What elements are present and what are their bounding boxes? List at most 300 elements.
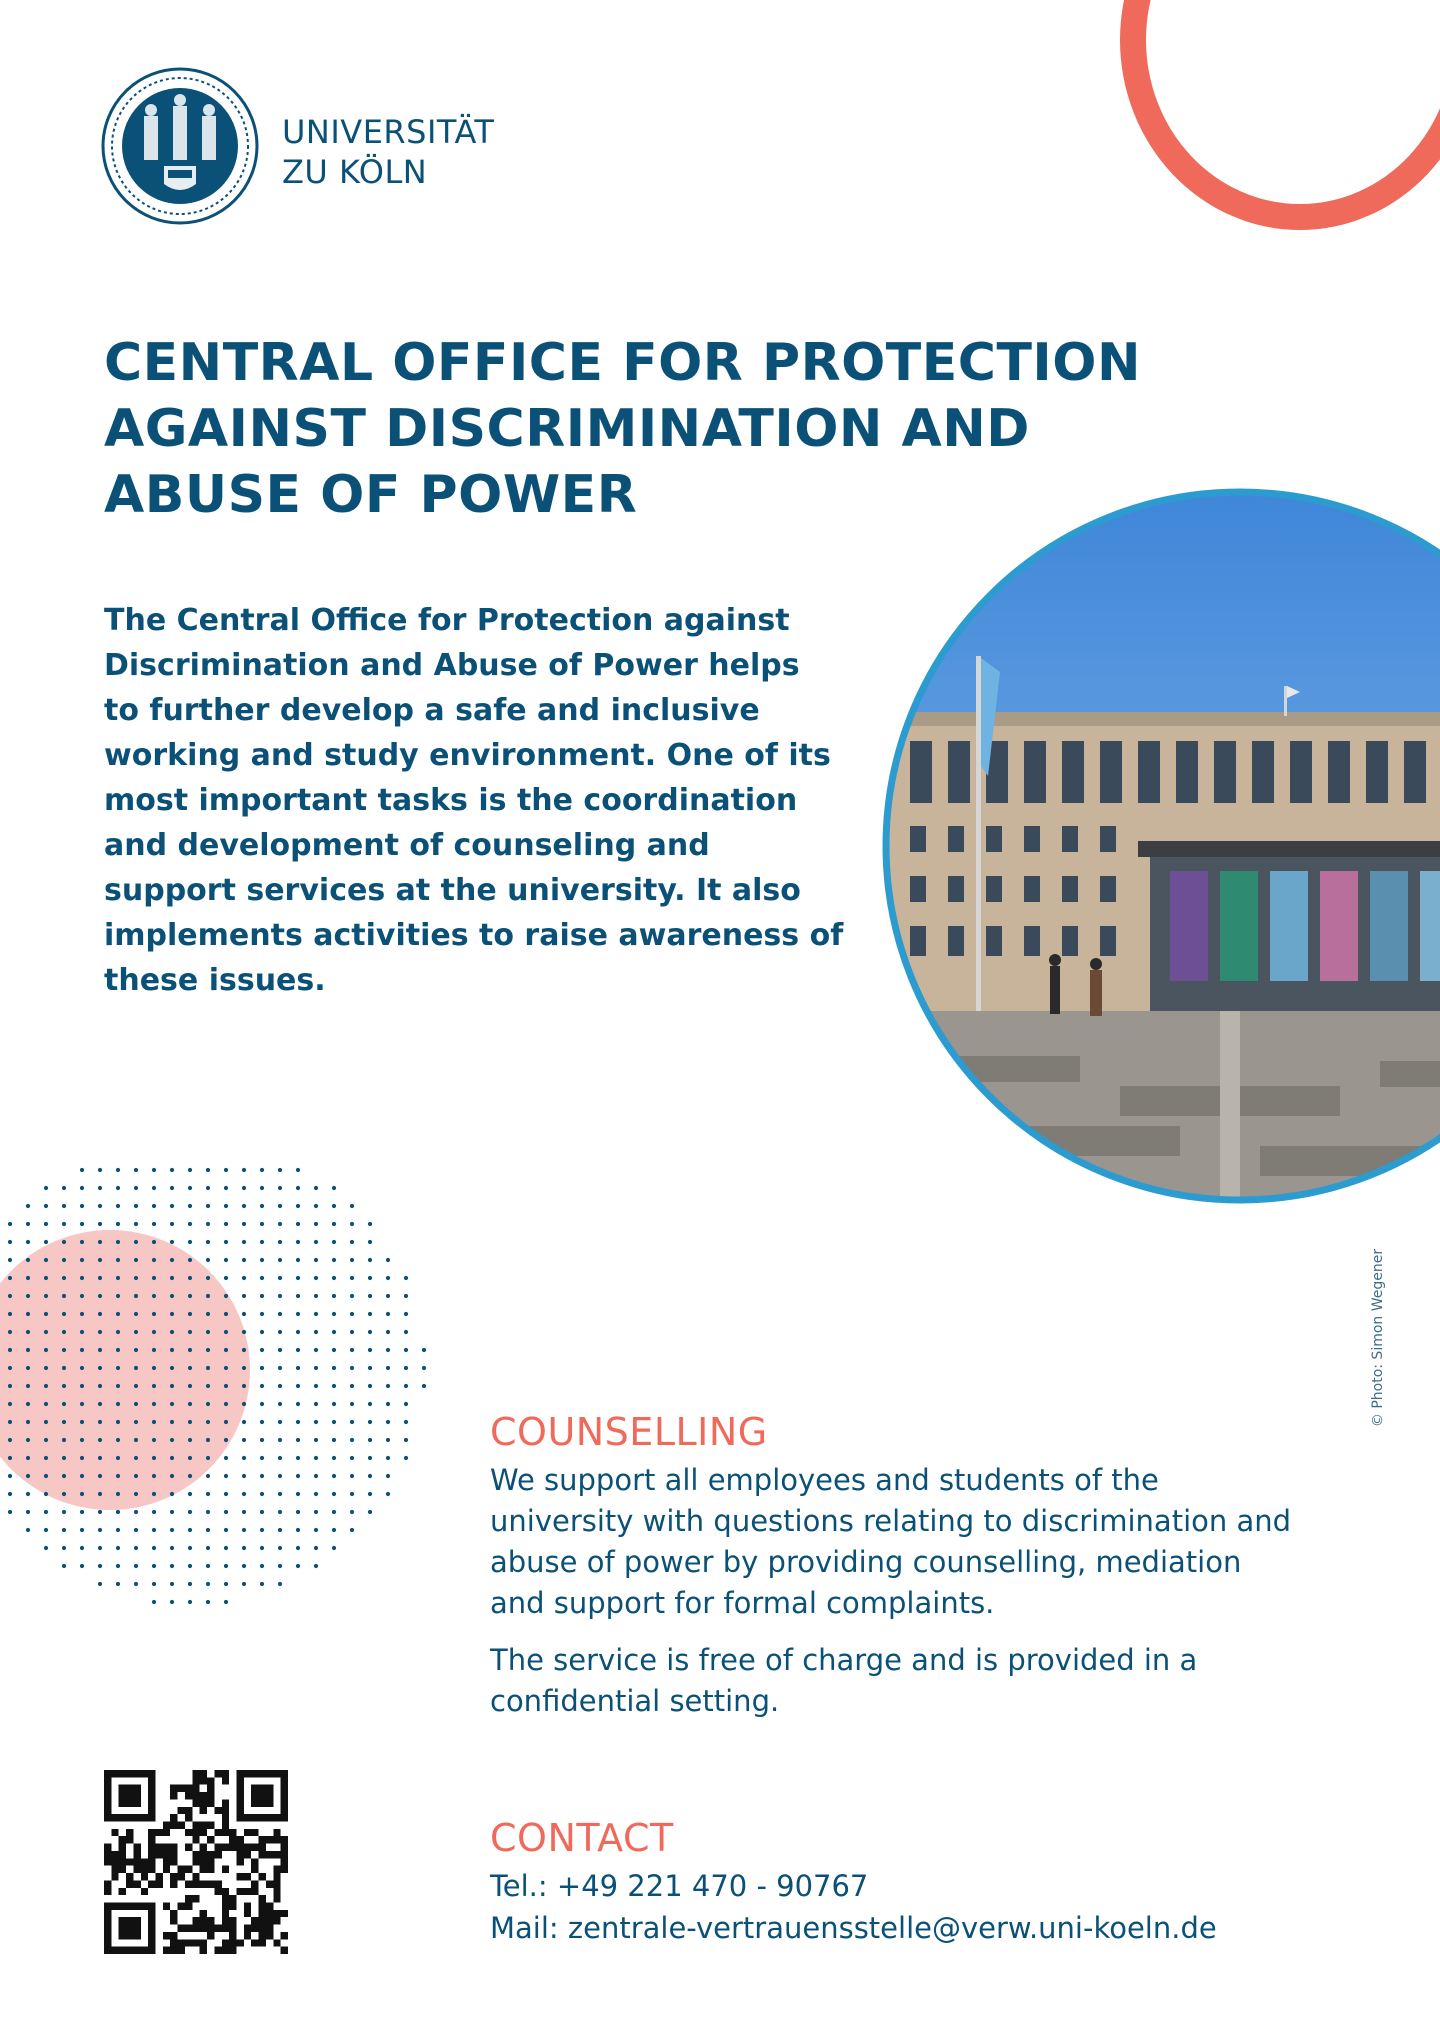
decorative-dot bbox=[368, 1330, 372, 1334]
decorative-dot bbox=[26, 1312, 30, 1316]
decorative-dot bbox=[80, 1528, 84, 1532]
decorative-dot bbox=[26, 1276, 30, 1280]
decorative-dot bbox=[116, 1330, 120, 1334]
decorative-dot bbox=[62, 1294, 66, 1298]
decorative-dot bbox=[278, 1276, 282, 1280]
decorative-dot bbox=[62, 1258, 66, 1262]
decorative-dot bbox=[260, 1240, 264, 1244]
decorative-dot bbox=[242, 1330, 246, 1334]
decorative-dot bbox=[134, 1582, 138, 1586]
qr-module bbox=[200, 1829, 207, 1836]
qr-module bbox=[200, 1822, 207, 1829]
decorative-dot bbox=[314, 1510, 318, 1514]
qr-module bbox=[170, 1910, 177, 1917]
contact-phone[interactable]: Tel.: +49 221 470 - 90767 bbox=[490, 1869, 869, 1903]
decorative-dot bbox=[62, 1402, 66, 1406]
decorative-dot bbox=[44, 1510, 48, 1514]
qr-module bbox=[156, 1873, 163, 1880]
qr-module bbox=[207, 1932, 214, 1939]
decorative-dot bbox=[260, 1276, 264, 1280]
decorative-dot bbox=[26, 1438, 30, 1442]
decorative-dot bbox=[224, 1438, 228, 1442]
decorative-dot bbox=[188, 1186, 192, 1190]
decorative-dot bbox=[368, 1366, 372, 1370]
decorative-dot bbox=[404, 1366, 408, 1370]
qr-module bbox=[259, 1844, 266, 1851]
decorative-dot bbox=[80, 1222, 84, 1226]
decorative-dot bbox=[206, 1420, 210, 1424]
qr-module bbox=[185, 1792, 192, 1799]
decorative-dot bbox=[404, 1456, 408, 1460]
decorative-dot bbox=[152, 1510, 156, 1514]
decorative-dot bbox=[26, 1384, 30, 1388]
qr-module bbox=[192, 1770, 199, 1777]
decorative-dot bbox=[242, 1456, 246, 1460]
decorative-dot bbox=[296, 1420, 300, 1424]
decorative-dot bbox=[260, 1510, 264, 1514]
decorative-dot bbox=[278, 1204, 282, 1208]
decorative-dot bbox=[80, 1312, 84, 1316]
decorative-dot bbox=[152, 1312, 156, 1316]
decorative-dot bbox=[152, 1600, 156, 1604]
decorative-dot bbox=[368, 1294, 372, 1298]
decorative-dot bbox=[134, 1564, 138, 1568]
qr-module bbox=[281, 1910, 288, 1917]
decorative-dot bbox=[386, 1420, 390, 1424]
decorative-dot bbox=[44, 1528, 48, 1532]
decorative-dot bbox=[188, 1384, 192, 1388]
decorative-dot bbox=[8, 1420, 12, 1424]
decorative-dot bbox=[8, 1348, 12, 1352]
decorative-dot bbox=[98, 1384, 102, 1388]
qr-module bbox=[207, 1822, 214, 1829]
qr-module bbox=[148, 1858, 155, 1865]
qr-module bbox=[266, 1902, 273, 1909]
decorative-dot bbox=[80, 1510, 84, 1514]
decorative-dot bbox=[134, 1294, 138, 1298]
qr-module bbox=[244, 1910, 251, 1917]
decorative-dot bbox=[314, 1222, 318, 1226]
decorative-dot bbox=[206, 1294, 210, 1298]
decorative-dot bbox=[350, 1492, 354, 1496]
qr-module bbox=[185, 1785, 192, 1792]
decorative-dot bbox=[404, 1420, 408, 1424]
qr-module bbox=[200, 1792, 207, 1799]
decorative-dot bbox=[80, 1492, 84, 1496]
decorative-dot bbox=[170, 1402, 174, 1406]
decorative-dot bbox=[404, 1384, 408, 1388]
decorative-dot bbox=[224, 1222, 228, 1226]
qr-module bbox=[273, 1880, 280, 1887]
qr-module bbox=[170, 1851, 177, 1858]
qr-module bbox=[251, 1925, 258, 1932]
qr-module bbox=[170, 1844, 177, 1851]
qr-module bbox=[170, 1822, 177, 1829]
qr-module bbox=[133, 1880, 140, 1887]
qr-module bbox=[251, 1858, 258, 1865]
qr-module bbox=[200, 1917, 207, 1924]
qr-module bbox=[141, 1888, 148, 1895]
decorative-dot bbox=[206, 1168, 210, 1172]
decorative-dot bbox=[170, 1492, 174, 1496]
decorative-dot bbox=[368, 1402, 372, 1406]
decorative-dot bbox=[80, 1204, 84, 1208]
qr-module bbox=[259, 1932, 266, 1939]
decorative-dot bbox=[116, 1186, 120, 1190]
decorative-dot bbox=[62, 1438, 66, 1442]
qr-module bbox=[222, 1925, 229, 1932]
qr-module bbox=[207, 1799, 214, 1806]
decorative-dot bbox=[152, 1582, 156, 1586]
decorative-dot bbox=[206, 1600, 210, 1604]
decorative-dot bbox=[134, 1168, 138, 1172]
decorative-dot bbox=[386, 1384, 390, 1388]
decorative-dot bbox=[260, 1348, 264, 1352]
qr-module bbox=[200, 1866, 207, 1873]
decorative-dot bbox=[44, 1384, 48, 1388]
decorative-dot bbox=[224, 1186, 228, 1190]
decorative-dot bbox=[242, 1564, 246, 1568]
decorative-dot bbox=[260, 1384, 264, 1388]
qr-module bbox=[200, 1807, 207, 1814]
decorative-dot bbox=[44, 1240, 48, 1244]
qr-module bbox=[178, 1947, 185, 1954]
qr-module bbox=[259, 1939, 266, 1946]
qr-module bbox=[141, 1873, 148, 1880]
decorative-dot bbox=[134, 1456, 138, 1460]
decorative-dot bbox=[296, 1204, 300, 1208]
decorative-dot bbox=[260, 1456, 264, 1460]
decorative-dot bbox=[116, 1276, 120, 1280]
decorative-dot bbox=[80, 1402, 84, 1406]
decorative-dot bbox=[116, 1510, 120, 1514]
qr-module bbox=[200, 1925, 207, 1932]
counselling-paragraph bbox=[490, 1460, 1370, 1624]
qr-module bbox=[214, 1925, 221, 1932]
decorative-dot bbox=[170, 1384, 174, 1388]
qr-module bbox=[133, 1844, 140, 1851]
decorative-dot bbox=[224, 1384, 228, 1388]
qr-module bbox=[214, 1844, 221, 1851]
decorative-dot bbox=[296, 1456, 300, 1460]
decorative-dot bbox=[242, 1366, 246, 1370]
qr-module bbox=[244, 1873, 251, 1880]
decorative-dot bbox=[296, 1402, 300, 1406]
decorative-dot bbox=[278, 1330, 282, 1334]
decorative-dot bbox=[386, 1492, 390, 1496]
decorative-dot bbox=[242, 1528, 246, 1532]
intro-line: implements activities to raise awareness of bbox=[104, 918, 844, 953]
decorative-dot bbox=[134, 1546, 138, 1550]
decorative-dot bbox=[350, 1510, 354, 1514]
decorative-dot bbox=[224, 1420, 228, 1424]
decorative-dot bbox=[278, 1348, 282, 1352]
decorative-dot bbox=[98, 1294, 102, 1298]
qr-module bbox=[281, 1851, 288, 1858]
decorative-dot bbox=[134, 1240, 138, 1244]
decorative-dot bbox=[80, 1330, 84, 1334]
decorative-dot bbox=[242, 1276, 246, 1280]
decorative-dot bbox=[242, 1510, 246, 1514]
qr-module bbox=[119, 1888, 126, 1895]
qr-module bbox=[259, 1895, 266, 1902]
decorative-dot bbox=[278, 1510, 282, 1514]
decorative-dot bbox=[368, 1420, 372, 1424]
decorative-dot bbox=[44, 1330, 48, 1334]
qr-module bbox=[104, 1888, 111, 1895]
qr-module bbox=[236, 1888, 243, 1895]
decorative-dot bbox=[62, 1528, 66, 1532]
decorative-dot bbox=[224, 1456, 228, 1460]
qr-module bbox=[229, 1829, 236, 1836]
qr-module bbox=[259, 1851, 266, 1858]
decorative-dot bbox=[206, 1348, 210, 1352]
decorative-dot bbox=[44, 1312, 48, 1316]
qr-module bbox=[141, 1866, 148, 1873]
decorative-dot bbox=[206, 1546, 210, 1550]
decorative-dot bbox=[206, 1474, 210, 1478]
qr-module bbox=[185, 1925, 192, 1932]
decorative-dot bbox=[242, 1222, 246, 1226]
decorative-dot bbox=[44, 1276, 48, 1280]
decorative-dot bbox=[98, 1546, 102, 1550]
decorative-dot bbox=[278, 1456, 282, 1460]
decorative-dot bbox=[170, 1258, 174, 1262]
decorative-dot bbox=[422, 1384, 426, 1388]
qr-module bbox=[236, 1873, 243, 1880]
decorative-dot bbox=[350, 1384, 354, 1388]
decorative-dot bbox=[26, 1402, 30, 1406]
intro-paragraph bbox=[104, 598, 884, 1003]
decorative-dot bbox=[278, 1222, 282, 1226]
decorative-dot bbox=[62, 1456, 66, 1460]
decorative-dot bbox=[242, 1168, 246, 1172]
decorative-dot bbox=[8, 1474, 12, 1478]
decorative-dot bbox=[116, 1384, 120, 1388]
decorative-dot bbox=[98, 1582, 102, 1586]
decorative-dot bbox=[134, 1438, 138, 1442]
decorative-dot bbox=[62, 1186, 66, 1190]
decorative-dot bbox=[278, 1492, 282, 1496]
page-title-line2: AGAINST DISCRIMINATION AND bbox=[104, 399, 1030, 459]
qr-module bbox=[259, 1902, 266, 1909]
decorative-dot bbox=[350, 1204, 354, 1208]
qr-module bbox=[266, 1851, 273, 1858]
qr-module bbox=[192, 1895, 199, 1902]
photo-credit: © Photo: Simon Wegener bbox=[1370, 1248, 1386, 1428]
decorative-dot bbox=[98, 1438, 102, 1442]
qr-module bbox=[214, 1829, 221, 1836]
decorative-dot bbox=[242, 1438, 246, 1442]
contact-email-link[interactable]: Mail: zentrale-vertrauensstelle@verw.uni-koeln.de bbox=[490, 1911, 1217, 1945]
decorative-dot bbox=[26, 1348, 30, 1352]
decorative-dot bbox=[170, 1294, 174, 1298]
decorative-dot bbox=[350, 1294, 354, 1298]
qr-module bbox=[200, 1844, 207, 1851]
decorative-dot bbox=[296, 1492, 300, 1496]
qr-module bbox=[236, 1851, 243, 1858]
decorative-dot bbox=[314, 1312, 318, 1316]
decorative-dot bbox=[368, 1456, 372, 1460]
decorative-dot bbox=[152, 1474, 156, 1478]
decorative-dot bbox=[8, 1510, 12, 1514]
qr-module bbox=[119, 1836, 126, 1843]
qr-module bbox=[200, 1947, 207, 1954]
decorative-dot bbox=[116, 1402, 120, 1406]
decorative-dot bbox=[152, 1492, 156, 1496]
qr-module bbox=[251, 1888, 258, 1895]
decorative-dot bbox=[26, 1294, 30, 1298]
qr-module bbox=[244, 1932, 251, 1939]
decorative-dot bbox=[62, 1348, 66, 1352]
qr-module bbox=[185, 1829, 192, 1836]
counselling-line: abuse of power by providing counselling, mediation bbox=[490, 1545, 1242, 1579]
decorative-dot bbox=[224, 1240, 228, 1244]
decorative-dot bbox=[296, 1564, 300, 1568]
decorative-dot bbox=[386, 1438, 390, 1442]
qr-module bbox=[281, 1844, 288, 1851]
decorative-dot bbox=[170, 1330, 174, 1334]
qr-module bbox=[148, 1844, 155, 1851]
qr-module bbox=[222, 1807, 229, 1814]
decorative-dot bbox=[350, 1348, 354, 1352]
decorative-ring bbox=[1120, 0, 1440, 230]
decorative-dot bbox=[188, 1600, 192, 1604]
decorative-dot bbox=[44, 1204, 48, 1208]
decorative-dot bbox=[260, 1582, 264, 1586]
qr-module bbox=[163, 1851, 170, 1858]
decorative-dot bbox=[98, 1528, 102, 1532]
qr-module bbox=[163, 1829, 170, 1836]
decorative-dot bbox=[44, 1546, 48, 1550]
qr-module bbox=[281, 1858, 288, 1865]
decorative-dot bbox=[350, 1528, 354, 1532]
decorative-dot bbox=[62, 1510, 66, 1514]
decorative-dot bbox=[296, 1168, 300, 1172]
university-name-line2: ZU KÖLN bbox=[282, 153, 428, 191]
qr-module bbox=[163, 1902, 170, 1909]
decorative-dot bbox=[206, 1330, 210, 1334]
decorative-dot bbox=[170, 1420, 174, 1424]
decorative-dot bbox=[224, 1348, 228, 1352]
decorative-dot bbox=[260, 1168, 264, 1172]
university-building-photo bbox=[880, 486, 1440, 1206]
qr-module bbox=[156, 1851, 163, 1858]
decorative-dot bbox=[80, 1186, 84, 1190]
qr-module bbox=[200, 1799, 207, 1806]
decorative-dot bbox=[116, 1348, 120, 1352]
decorative-dot bbox=[134, 1276, 138, 1280]
qr-module bbox=[104, 1851, 111, 1858]
qr-module bbox=[244, 1902, 251, 1909]
decorative-dot bbox=[44, 1258, 48, 1262]
qr-module bbox=[200, 1939, 207, 1946]
decorative-dot bbox=[296, 1186, 300, 1190]
decorative-dot bbox=[26, 1204, 30, 1208]
decorative-dot bbox=[98, 1420, 102, 1424]
decorative-dot bbox=[278, 1240, 282, 1244]
decorative-dot bbox=[152, 1564, 156, 1568]
qr-module bbox=[273, 1851, 280, 1858]
qr-module bbox=[148, 1866, 155, 1873]
qr-module bbox=[185, 1814, 192, 1821]
qr-module bbox=[200, 1910, 207, 1917]
qr-module bbox=[126, 1858, 133, 1865]
qr-module bbox=[207, 1925, 214, 1932]
decorative-dot bbox=[422, 1366, 426, 1370]
qr-module bbox=[178, 1822, 185, 1829]
decorative-dot bbox=[8, 1438, 12, 1442]
decorative-dot bbox=[152, 1438, 156, 1442]
qr-module bbox=[266, 1880, 273, 1887]
qr-module bbox=[251, 1880, 258, 1887]
decorative-dot bbox=[98, 1348, 102, 1352]
decorative-dot bbox=[26, 1366, 30, 1370]
qr-module bbox=[222, 1902, 229, 1909]
decorative-dot bbox=[314, 1204, 318, 1208]
decorative-dot bbox=[314, 1348, 318, 1352]
decorative-dot bbox=[152, 1258, 156, 1262]
qr-module bbox=[259, 1873, 266, 1880]
qr-module bbox=[170, 1873, 177, 1880]
decorative-dot bbox=[404, 1330, 408, 1334]
decorative-dot bbox=[134, 1492, 138, 1496]
decorative-dot bbox=[8, 1402, 12, 1406]
qr-module bbox=[178, 1939, 185, 1946]
qr-module bbox=[178, 1925, 185, 1932]
decorative-dot bbox=[8, 1258, 12, 1262]
qr-module bbox=[207, 1836, 214, 1843]
decorative-dot bbox=[368, 1312, 372, 1316]
decorative-dot bbox=[404, 1438, 408, 1442]
decorative-dot bbox=[116, 1474, 120, 1478]
qr-module bbox=[185, 1844, 192, 1851]
decorative-dot bbox=[116, 1222, 120, 1226]
decorative-dot bbox=[350, 1258, 354, 1262]
decorative-dot bbox=[278, 1564, 282, 1568]
decorative-dot bbox=[80, 1366, 84, 1370]
qr-module bbox=[148, 1829, 155, 1836]
decorative-dot bbox=[134, 1204, 138, 1208]
decorative-dot bbox=[188, 1528, 192, 1532]
qr-module bbox=[207, 1785, 214, 1792]
qr-module bbox=[126, 1880, 133, 1887]
decorative-dot bbox=[116, 1240, 120, 1244]
decorative-dot bbox=[422, 1348, 426, 1352]
decorative-dot bbox=[134, 1348, 138, 1352]
qr-code-icon[interactable] bbox=[104, 1770, 288, 1954]
qr-module bbox=[266, 1917, 273, 1924]
qr-module bbox=[214, 1947, 221, 1954]
decorative-dot bbox=[26, 1510, 30, 1514]
decorative-dot bbox=[8, 1492, 12, 1496]
decorative-dot bbox=[368, 1258, 372, 1262]
qr-module bbox=[192, 1851, 199, 1858]
counselling-note bbox=[490, 1640, 1370, 1722]
decorative-dot bbox=[8, 1294, 12, 1298]
decorative-dot bbox=[188, 1438, 192, 1442]
decorative-dot bbox=[224, 1564, 228, 1568]
decorative-dot bbox=[278, 1384, 282, 1388]
decorative-dot bbox=[188, 1546, 192, 1550]
qr-module bbox=[170, 1814, 177, 1821]
decorative-dot bbox=[80, 1474, 84, 1478]
qr-module bbox=[192, 1858, 199, 1865]
decorative-dot bbox=[134, 1402, 138, 1406]
qr-module bbox=[229, 1925, 236, 1932]
decorative-dot bbox=[26, 1474, 30, 1478]
decorative-dot bbox=[116, 1420, 120, 1424]
